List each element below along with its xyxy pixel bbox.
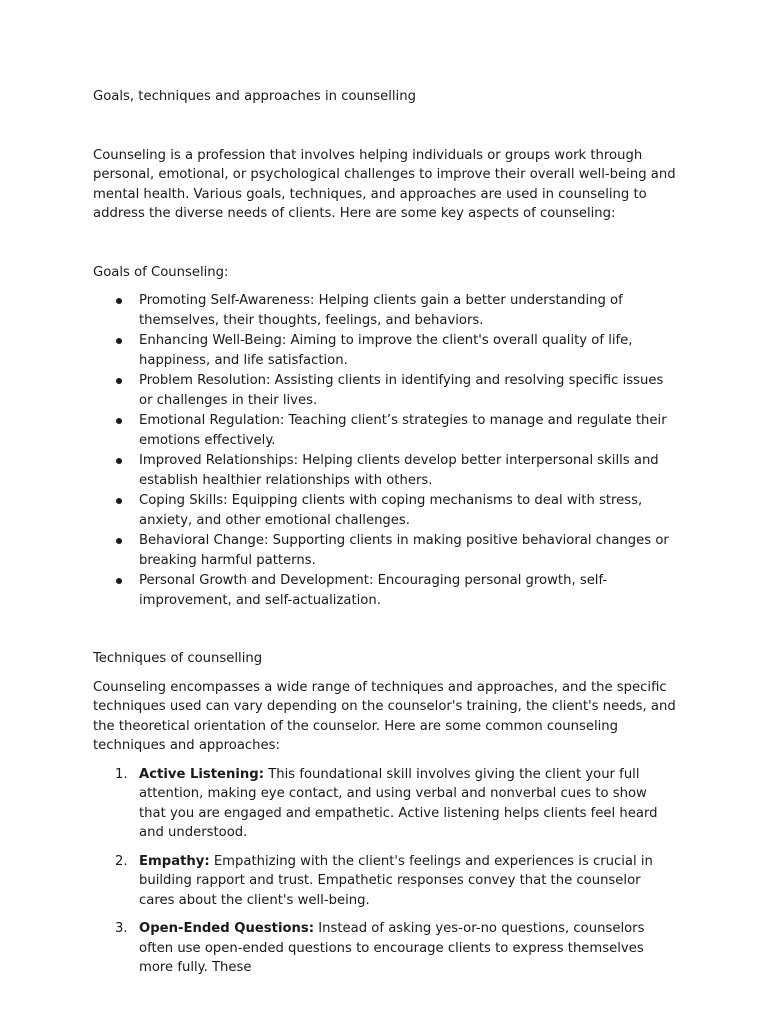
technique-number: 1.: [115, 766, 128, 782]
technique-number: 3.: [115, 921, 128, 936]
goal-item: Improved Relationships: Helping clients develop better interpersonal skills and establish healthier relationships with others.: [93, 451, 676, 490]
goal-item: Problem Resolution: Assisting clients in identifying and resolving specific issues or challenges in their lives.: [93, 371, 676, 410]
techniques-heading: Techniques of counselling: [93, 651, 263, 666]
goal-item: Personal Growth and Development: Encouraging personal growth, self-improvement, and self-actualization.: [93, 571, 676, 610]
goal-item: Enhancing Well-Being: Aiming to improve the client's overall quality of life, happiness, and life satisfaction.: [93, 331, 676, 370]
goal-item: Coping Skills: Equipping clients with coping mechanisms to deal with stress, anxiety, and other emotional challenges.: [93, 491, 676, 530]
technique-term: Empathy:: [139, 853, 210, 869]
technique-term: Active Listening:: [139, 766, 265, 782]
document-title: Goals, techniques and approaches in counselling: [93, 89, 416, 104]
technique-number: 2.: [115, 853, 128, 869]
goal-item: Behavioral Change: Supporting clients in making positive behavioral changes or breaking harmful patterns.: [93, 531, 676, 570]
intro-paragraph: Counseling is a profession that involves helping individuals or groups work through personal, emotional, or psychological challenges to improve their overall well-being and mental health. Various goals, techniques, and approaches are used in counseling to address the diverse needs of clients. Here are some key aspects of counseling:: [93, 147, 676, 221]
technique-description: This foundational skill involves giving the client your full attention, making eye contact, and using verbal and nonverbal cues to show that you are engaged and empathetic. Active listening helps clients feel heard and understood.: [139, 766, 658, 840]
technique-term: Open-Ended Questions:: [139, 921, 315, 936]
goals-heading: Goals of Counseling:: [93, 264, 229, 280]
techniques-intro-paragraph: Counseling encompasses a wide range of techniques and approaches, and the specific techniques used can vary depending on the counselor's training, the client's needs, and the theoretical orientation of the counselor. Here are some common counseling techniques and approaches:: [93, 679, 676, 753]
technique-item: [93, 852, 676, 911]
technique-description: Empathizing with the client's feelings and experiences is crucial in building rapport and trust. Empathetic responses convey that the counselor cares about the client's well-being.: [139, 853, 653, 908]
goal-item: Emotional Regulation: Teaching client’s strategies to manage and regulate their emotions effectively.: [93, 411, 676, 450]
technique-item: [93, 765, 676, 843]
technique-item: [93, 919, 676, 978]
goal-item: Promoting Self-Awareness: Helping clients gain a better understanding of themselves, their thoughts, feelings, and behaviors.: [93, 291, 676, 330]
goals-list: [93, 291, 676, 610]
techniques-list: [93, 765, 676, 978]
technique-description: Instead of asking yes-or-no questions, counselors often use open-ended questions to encourage clients to express themselves more fully. These: [139, 921, 645, 975]
